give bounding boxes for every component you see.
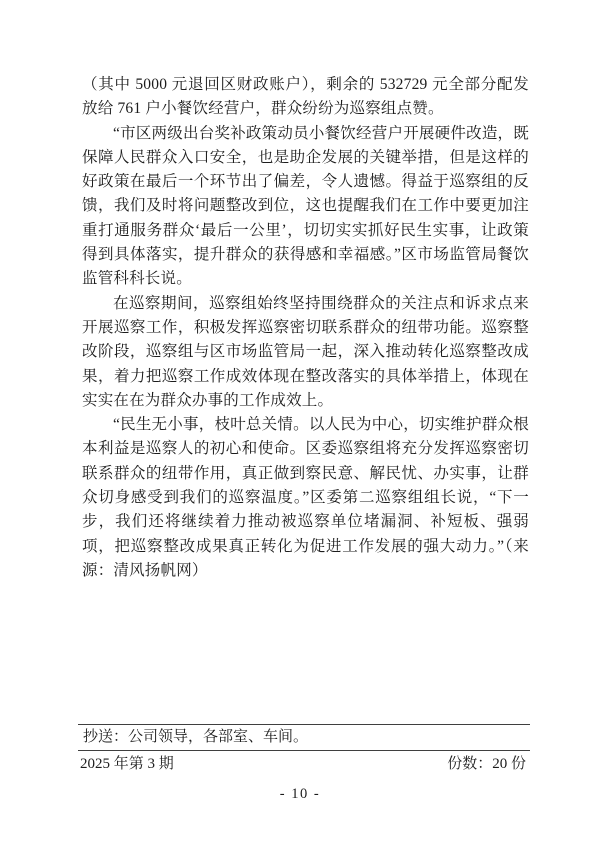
body-paragraph: “民生无小事，枝叶总关情。以人民为中心，切实维护群众根本利益是巡察人的初心和使命。区委巡察组将充分发挥巡察密切联系群众的纽带作用，真正做到察民意、解民忧、办实事，让群众切身感受到我们的巡察温度。”区委第二巡察组组长说，“下一步，我们还将继续着力推动被巡察单位堵漏洞、补短板、强弱项，把巡察整改成果真正转化为促进工作发展的强大动力。”（来源：清风扬帆网）: [82, 416, 529, 579]
page-number: - 10 -: [279, 786, 321, 802]
document-footer: [78, 724, 530, 775]
body-paragraph: 在巡察期间，巡察组始终坚持围绕群众的关注点和诉求点来开展巡察工作，积极发挥巡察密切联系群众的纽带功能。巡察整改阶段，巡察组与区市场监管局一起，深入推动转化巡察整改成果，着力把巡察工作成效体现在整改落实的具体举措上，体现在实实在在为群众办事的工作成效上。: [82, 294, 529, 409]
document-body: [82, 73, 529, 583]
footer-cc-line: 抄送：公司领导，各部室、车间。: [78, 724, 530, 751]
body-paragraph: “市区两级出台奖补政策动员小餐饮经营户开展硬件改造，既保障人民群众入口安全，也是助企发展的关键举措，但是这样的好政策在最后一个环节出了偏差，令人遗憾。得益于巡察组的反馈，我们及时将问题整改到位，这也提醒我们在工作中要更加注重打通服务群众‘最后一公里’，切切实实抓好民生实事，让政策得到具体落实，提升群众的获得感和幸福感。”区市场监管局餐饮监管科科长说。: [82, 124, 529, 288]
footer-meta-row: [78, 751, 530, 775]
footer-issue-label: 2025 年第 3 期: [80, 756, 174, 772]
body-paragraph: （其中 5000 元退回区财政账户），剩余的 532729 元全部分配发放给 761 户小餐饮经营户，群众纷纷为巡察组点赞。: [82, 76, 529, 118]
footer-copies-label: 份数：20 份: [447, 756, 526, 772]
